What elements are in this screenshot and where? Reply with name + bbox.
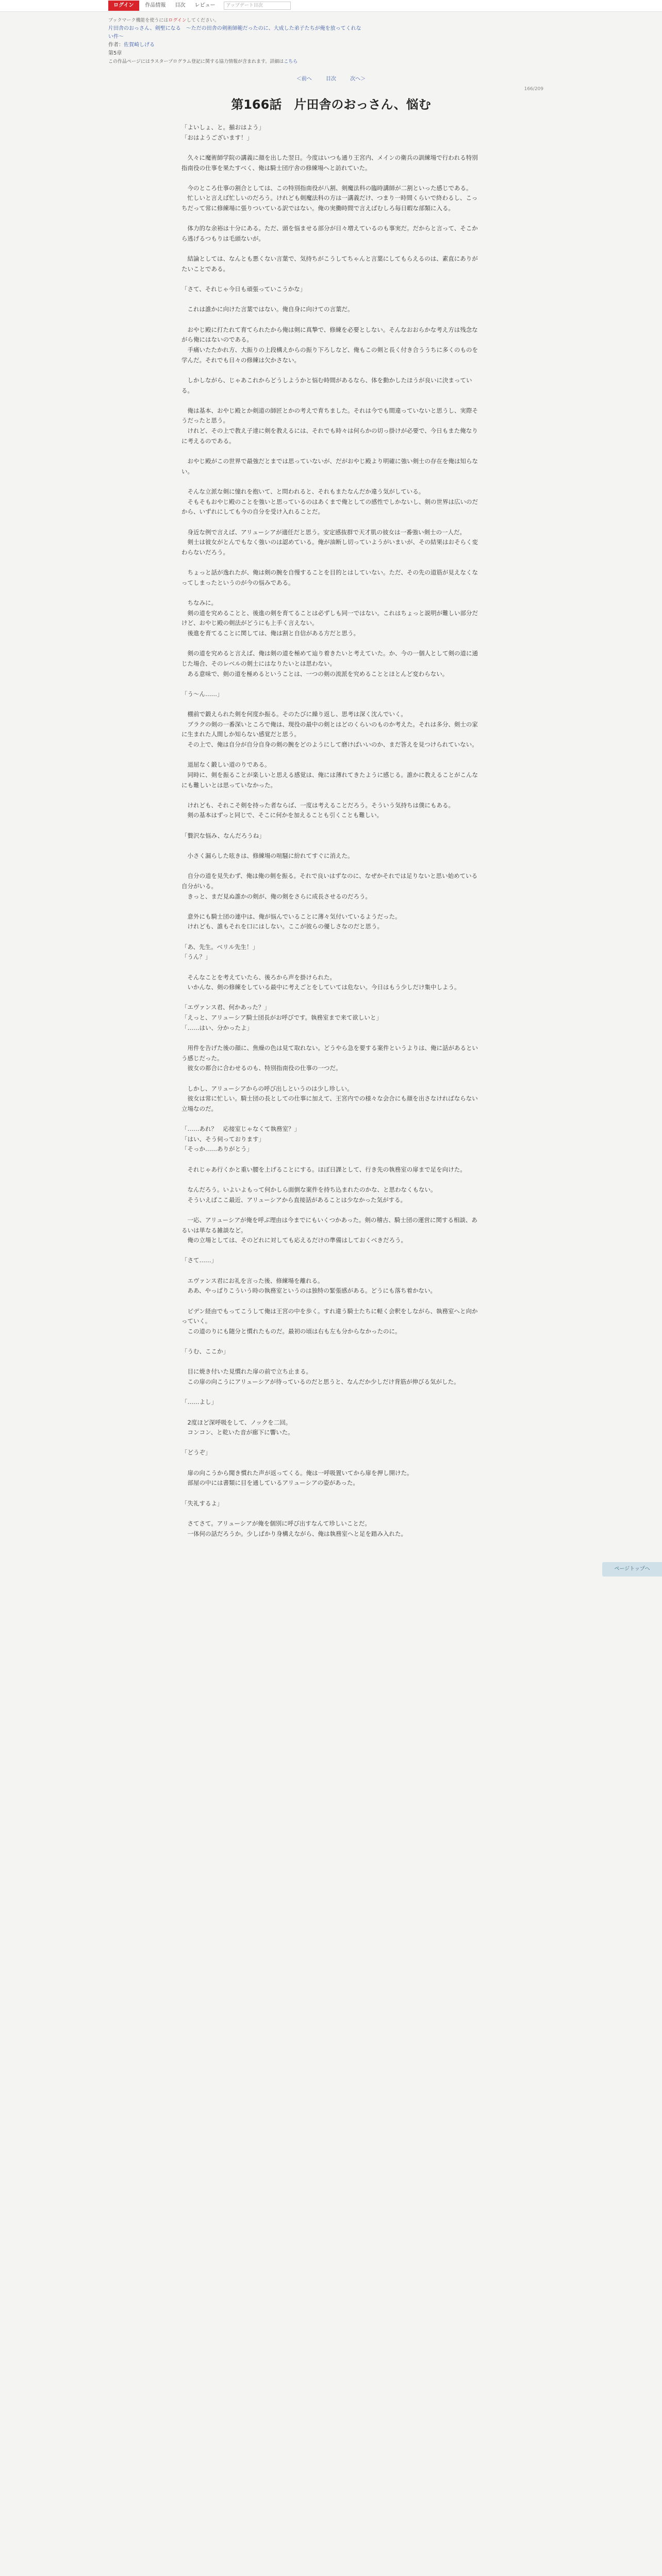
nav-link-info[interactable]: 作品情報 [145, 3, 166, 8]
next-link[interactable]: 次へ＞ [350, 76, 366, 82]
toc-link[interactable]: 目次 [326, 76, 336, 82]
body-paragraph: 俺は基本、おやじ殿とか剣道の師匠とかの考えで育ちました。それは今でも間違っていないと思うし、実際そうだったと思う。 けれど、その上で教え子達に剣を教えるには、それでも時々は何らかの切っ掛けが必要で、今日もまた俺なりに考えるのである。 [181, 406, 478, 445]
chapter-section: 第5章 [108, 50, 122, 56]
body-paragraph: おやじ殿に打たれて育てられたから俺は剣に真摯で、修練を必要としない。そんなおおらかな考え方は残念ながら俺にはないのである。 手痛いたたかれ方、大振りの上段構えからの振り下ろしなど、俺もこの剣と長く付き合ううちに多くのものを学んだ。それでも日々の修練は欠かさない。 [181, 326, 478, 364]
body-paragraph: しかしながら、じゃあこれからどうしようかと悩む時間があるなら、体を動かしたほうが良いに決まっている。 [181, 376, 472, 394]
nav-link-review[interactable]: レビュー [194, 3, 216, 8]
top-bar-inner [108, 0, 291, 11]
body-paragraph: 目に焼き付いた見慣れた扉の前で立ち止まる。 この扉の向こうにアリューシアが待っているのだと思うと、なんだか少しだけ背筋が伸びる気がした。 [187, 1368, 460, 1386]
body-paragraph: 2度ほど深呼吸をして、ノックを二回。 コンコン、と乾いた音が廊下に響いた。 [187, 1418, 294, 1436]
page-top-button[interactable]: ページトップへ [602, 1562, 662, 1577]
body-paragraph: 「よいしょ、と。揃おはよう」 「おはようございます！」 [181, 124, 264, 141]
chapter-title: 第166話 片田舎のおっさん、悩む [231, 97, 431, 112]
bookmark-note-prefix: ブックマーク機能を使うには [108, 18, 169, 23]
series-title-line-1[interactable]: 片田舎のおっさん、剣聖になる ～ただの田舎の剣術師範だったのに、大成した弟子たちが俺を放ってくれな [108, 26, 361, 31]
bookmark-login-link[interactable]: ログイン [168, 18, 187, 23]
nav-link-toc[interactable]: 目次 [175, 3, 186, 8]
series-title-line-2[interactable]: い件～ [108, 34, 124, 40]
search-input[interactable]: アップデート目次 [224, 2, 291, 10]
body-paragraph: 「さて、それじゃ今日も頑張っていこうかな」 [181, 285, 306, 293]
series-title[interactable] [108, 25, 554, 41]
body-paragraph: 久々に魔術師学院の講義に顔を出した翌日。今度はいつも通り王宮内、メインの衛兵の訓練場で行われる特別指南役の仕事を果たすべく、俺は騎士団庁舎の修練場へと訪れていた。 [181, 154, 478, 172]
body-paragraph: 体力的な余裕は十分にある。ただ、頭を悩ませる部分が日々増えているのも事実だ。だからと言って、そこから逃げるつもりは毛頭ないが。 [181, 225, 478, 243]
body-paragraph: 「さて……」 [181, 1257, 217, 1264]
body-paragraph: 「うむ、ここか」 [181, 1348, 229, 1355]
body-paragraph: ちなみに。 剣の道を究めることと、後進の剣を育てることは必ずしも同一ではない。これはちょっと説明が難しい部分だけど、おやじ殿の剣法がどうにも上手く言えない。 後進を育てることに関しては、俺は割と自信がある方だと思う。 [181, 599, 478, 637]
login-button[interactable]: ログイン [108, 1, 139, 11]
bookmark-note-suffix: してください。 [186, 18, 219, 23]
body-paragraph: しかし、アリューシアからの呼び出しというのは少し珍しい。 彼女は常に忙しい。騎士団の長としての仕事に加えて、王宮内での様々な会合にも顔を出さなければならない立場なのだ。 [181, 1084, 478, 1112]
episode-position: 166/209 [524, 87, 543, 92]
body-paragraph: 退屈なく鍛しい道のりである。 同時に、剣を振ることが楽しいと思える感覚は、俺には薄れてきたように感じる。誰かに教えることがこんなにも難しいとは思っていなかった。 [181, 761, 478, 789]
body-paragraph: 「う～ん……」 [181, 690, 223, 698]
body-paragraph: 「失礼するよ」 [181, 1499, 223, 1507]
body-paragraph: そんなことを考えていたら、後ろから声を掛けられた。 いかんな、剣の修練をしている最中に考えごとをしていては危ない。今日はもう少しだけ集中しよう。 [187, 973, 460, 991]
body-paragraph: そんな立派な剣に憧れを抱いて、と問われると、それもまたなんだか違う気がしている。 そもそもおやじ殿のことを強いと思っているのはあくまで俺としての感性でしかないし、剣の世界は広いのだから、いずれにしても今の自分を受け入れることだ。 [181, 487, 478, 516]
body-paragraph: ピデン経由でもってこうして俺は王宮の中を歩く。すれ違う騎士たちに軽く会釈をしながら、執務室へと向かっていく。 この道のりにも随分と慣れたものだ。最初の頃は右も左も分からなかったのに。 [181, 1307, 478, 1335]
body-paragraph: おやじ殿がこの世界で最強だとまでは思っていないが、だがおやじ殿より明確に強い剣士の存在を俺は知らない。 [181, 457, 478, 475]
body-paragraph: エヴァンス君にお礼を言った後、修練場を離れる。 ああ、やっぱりこういう時の執務室というのは独特の緊張感がある。どうにも落ち着かない。 [187, 1277, 437, 1295]
top-bar [0, 0, 662, 12]
notice-link[interactable]: こちら [284, 59, 298, 64]
body-paragraph: 小さく漏らした呟きは、修練場の喧騒に紛れてすぐに消えた。 [181, 852, 354, 859]
body-paragraph: 「……あれ？ 応接室じゃなくて執務室？」 「はい、そう伺っております」 「そっか……ありがとう」 [181, 1125, 300, 1153]
notice [108, 58, 297, 64]
body-paragraph: 身近な例で言えば、アリューシアが適任だと思う。安定感抜群で天才肌の彼女は一番強い剣士の一人だ。 剣士は彼女がとんでもなく強いのは認めている。俺が油断し切っていようがいまいが、その結果はおそらく変わらないだろう。 [181, 528, 478, 556]
pager-top [0, 74, 662, 82]
body-paragraph: 棚前で鍛えられた剣を何度か振る。そのたびに繰り返し、思考は深く沈んでいく。 ブラクの剣の一番深いところで俺は、現役の最中の剣とはどのくらいのものか考えた。それは多分、剣士の家に生まれた人間しか知らない感覚だと思う。 その上で、俺は自分が自分自身の剣の腕をどのようにして磨けばいいのか、まだ答えを見つけられていない。 [181, 710, 478, 748]
body-paragraph: けれども、それこそ剣を持った者ならば、一度は考えることだろう。そういう気持ちは僕にもある。 剣の基本はずっと同じで、そこに何かを加えることも引くことも難しい。 [187, 801, 454, 819]
work-header [108, 16, 554, 58]
body-paragraph: 扉の向こうから聞き慣れた声が返ってくる。俺は一呼吸置いてから扉を押し開けた。 部屋の中には書類に目を通しているアリューシアの姿があった。 [187, 1469, 413, 1487]
body-paragraph: 意外にも騎士団の連中は、俺が悩んでいることに薄々気付いているようだった。 けれども、誰もそれを口にはしない。ここが彼らの優しさなのだと思う。 [187, 912, 401, 930]
author-label: 作者： [108, 42, 124, 48]
body-paragraph: 「あ、先生。ベリル先生！」 「うん？」 [181, 943, 259, 961]
body-paragraph: 「贅沢な悩み、なんだろうね」 [181, 832, 265, 839]
body-paragraph: これは誰かに向けた言葉ではない。俺自身に向けての言葉だ。 [181, 306, 354, 313]
body-paragraph: それじゃあ行くかと重い腰を上げることにする。ほぼ日課として、行き先の執務室の扉まで足を向けた。 [181, 1165, 466, 1173]
body-paragraph: 一応、アリューシアが俺を呼ぶ理由は今までにもいくつかあった。剣の稽古、騎士団の運営に関する相談、あるいは単なる雑談など。 俺の立場としては、そのどれに対しても応えるだけの準備はしておくべきだろう。 [181, 1216, 477, 1244]
prev-link[interactable]: ＜前へ [296, 76, 312, 82]
author-name-link[interactable]: 佐賀崎しげる [124, 42, 155, 48]
body-paragraph: 剣の道を究めると言えば、俺は剣の道を極めて辿り着きたいと考えていた。か、今の一個人として剣の道に通じた場合、そのレベルの剣士にはなりたいとは思わない。 ある意味で、剣の道を極めるということは、一つの剣の流派を究めることとほとんど変わらない。 [181, 650, 478, 677]
body-paragraph: 自分の道を見失わず、俺は俺の剣を振る。それで良いはずなのに、なぜかそれでは足りないと思い始めている自分がいる。 きっと、まだ見ぬ誰かの剣が、俺の剣をさらに成長させるのだろう。 [181, 872, 478, 900]
bookmark-note [108, 16, 554, 25]
body-paragraph: ちょっと話が逸れたが、俺は剣の腕を自慢することを目的とはしていない。ただ、その先の道筋が見えなくなってしまったというのが今の悩みである。 [181, 569, 478, 586]
body-paragraph: 「どうぞ」 [181, 1449, 211, 1456]
chapter-body [181, 123, 481, 1549]
author-line [108, 41, 554, 49]
body-paragraph: さてさて。アリューシアが俺を個別に呼び出すなんて珍しいことだ。 一体何の話だろうか。少しばかり身構えながら、俺は執務室へと足を踏み入れた。 [187, 1519, 407, 1537]
body-paragraph: 結論としては、なんとも悪くない言葉で、気持ちがこうしてちゃんと言葉にしてもらえるのは、素直にありがたいことである。 [181, 255, 478, 273]
body-paragraph: 用件を告げた後の顔に、焦燥の色は見て取れない。どうやら急を要する案件というよりは、俺に話があるという感じだった。 彼女の都合に合わせるのも、特別指南役の仕事の一つだ。 [181, 1044, 478, 1072]
body-paragraph: 「……よし」 [181, 1398, 217, 1406]
body-paragraph: 今のところ仕事の割合としては、この特別指南役が八割、剣魔法科の臨時講師が二割といった感じである。 忙しいと言えば忙しいのだろう。けれども剣魔法科の方は一講義だけ、つまり一時間くらいで終わるし、こっちだって常に修練場に張りついている訳ではない。俺の実働時間で言えばむしろ毎日暇な部類に入る。 [181, 184, 478, 212]
body-paragraph: なんだろう。いよいよもって何かしら面倒な案件を持ち込まれたのかな、と思わなくもない。 そういえばここ最近、アリューシアから直接話があることは少なかった気がする。 [187, 1185, 437, 1204]
body-paragraph: 「エヴァンス君、何かあった？」 「えっと、アリューシア騎士団長がお呼びです。執務室まで来て欲しいと」 「……はい、分かったよ」 [181, 1004, 383, 1031]
notice-text: この作品ページにはラスタープログラム登記に関する協力情報が含まれます。詳細は [108, 59, 284, 64]
